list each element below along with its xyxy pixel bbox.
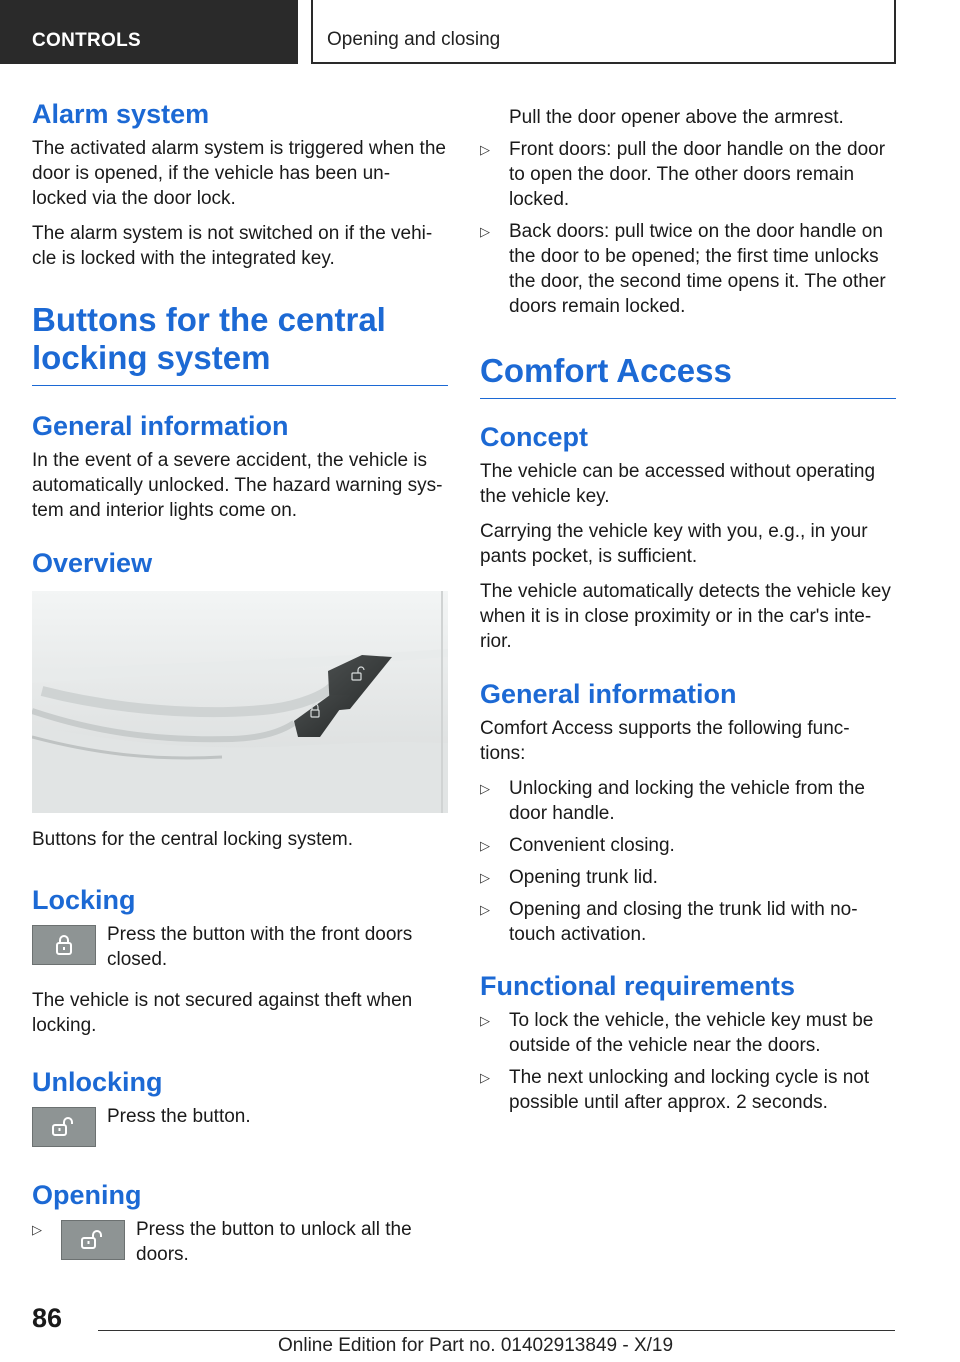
comfort-access-heading: Comfort Access [480,352,896,399]
central-locking-heading: Buttons for the central locking system [32,301,448,386]
unlock-button-icon [32,1107,96,1147]
concept-paragraph-3: The vehicle automatically detects the vehicle key when it is in close proximity or in the car's inte- rior. [480,581,891,652]
lock-open-icon [80,1230,106,1250]
section-tab [0,0,298,64]
triangle-right-outline-icon: ▷ [480,1013,490,1028]
triangle-right-outline-icon: ▷ [480,1070,490,1085]
list-item: ▷ Back doors: pull twice on the door handle on the door to be opened; the first time unlocks the door, the second time opens it. The other doors remain locked. [480,221,886,317]
locking-row [32,922,448,972]
lock-closed-icon [54,934,74,956]
locking-text: Press the button with the front doors closed. [107,924,413,970]
functional-requirements-heading: Functional requirements [480,971,796,1001]
concept-paragraph-1: The vehicle can be accessed without operating the vehicle key. [480,461,876,507]
concept-paragraph-2: Carrying the vehicle key with you, e.g., in your pants pocket, is sufficient. [480,521,868,567]
list-item: ▷ To lock the vehicle, the vehicle key must be outside of the vehicle near the doors. [480,1010,874,1056]
overview-heading: Overview [32,548,153,578]
triangle-right-outline-icon: ▷ [480,781,490,796]
unlocking-text: Press the button. [107,1106,251,1127]
opening-text: Press the button to unlock all the doors. [136,1219,412,1265]
footer-divider [98,1330,895,1331]
triangle-right-outline-icon: ▷ [32,1222,42,1237]
left-column [32,98,448,1267]
alarm-paragraph-2: The alarm system is not switched on if the vehi- cle is locked with the integrated key. [32,223,433,269]
list-item: ▷ Front doors: pull the door handle on the door to open the door. The other doors remain locked. [480,139,886,210]
page-number: 86 [32,1303,63,1333]
functions-bullets [480,776,896,947]
triangle-right-outline-icon: ▷ [480,870,490,885]
opening-heading: Opening [32,1180,142,1210]
general-info-paragraph-right: Comfort Access supports the following func- tions: [480,718,850,764]
right-column [480,105,896,1122]
general-info-heading-right: General information [480,679,737,709]
lock-button-icon [32,925,96,965]
door-opener-text: Pull the door opener above the armrest. [509,107,844,128]
unlocking-row [32,1104,448,1147]
list-item: ▷ The next unlocking and locking cycle is not possible until after approx. 2 seconds. [480,1067,870,1113]
list-item: ▷ Convenient closing. [480,835,675,856]
unlocking-heading: Unlocking [32,1067,163,1097]
opening-row [32,1217,448,1267]
requirements-bullets [480,1008,896,1115]
list-item: ▷ Opening and closing the trunk lid with no- touch activation. [480,899,858,945]
list-item: ▷ Unlocking and locking the vehicle from the door handle. [480,778,865,824]
chapter-tab [311,0,896,64]
door-bullets [480,137,896,319]
locking-heading: Locking [32,885,136,915]
general-info-heading: General information [32,411,289,441]
alarm-paragraph-1: The activated alarm system is triggered when the door is opened, if the vehicle has been un- locked via the door lock. [32,138,446,209]
locking-paragraph-2: The vehicle is not secured against theft when locking. [32,990,413,1036]
triangle-right-outline-icon: ▷ [480,838,490,853]
unlock-button-icon [61,1220,125,1260]
edition-footer: Online Edition for Part no. 01402913849 - X/19 [278,1335,674,1356]
image-caption: Buttons for the central locking system. [32,829,354,850]
door-handle-photo [32,591,448,813]
list-item: ▷ Opening trunk lid. [480,867,658,888]
chapter-title: Opening and closing [327,29,501,50]
lock-open-icon [51,1117,77,1137]
triangle-right-outline-icon: ▷ [480,224,490,239]
triangle-right-outline-icon: ▷ [480,142,490,157]
section-title: CONTROLS [32,30,142,51]
triangle-right-outline-icon: ▷ [480,902,490,917]
alarm-heading: Alarm system [32,99,210,129]
general-info-paragraph: In the event of a severe accident, the vehicle is automatically unlocked. The hazard warning sys- tem and interior lights come on. [32,450,443,521]
concept-heading: Concept [480,422,588,452]
